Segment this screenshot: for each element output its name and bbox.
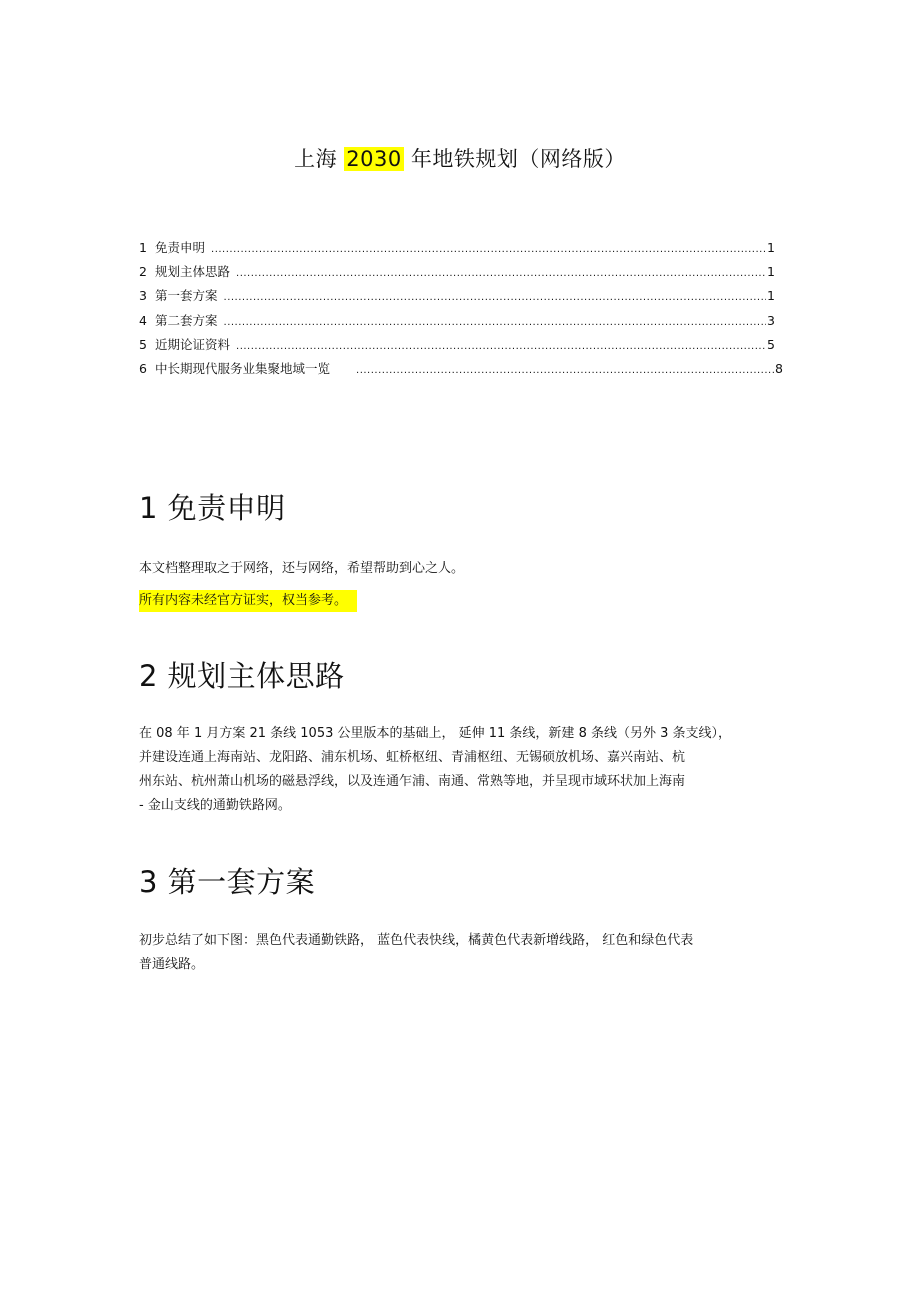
toc-entry[interactable] [139, 333, 775, 357]
toc-title: 第二套方案 [155, 312, 218, 328]
document-title [0, 143, 920, 173]
section-heading-disclaimer: 1 免责申明 [139, 491, 286, 525]
toc-dot-leader [224, 311, 767, 335]
toc-title: 中长期现代服务业集聚地域一览 [155, 360, 331, 376]
toc-page-number: 5 [767, 336, 775, 352]
toc-number: 3 [139, 288, 147, 304]
toc-dot-leader [356, 359, 774, 383]
paragraph-line: 州东站、杭州萧山机场的磁悬浮线，以及连通乍浦、南通、常熟等地，并呈现市域环状加上海南 [139, 774, 686, 789]
toc-title: 免责申明 [155, 240, 206, 255]
section-heading-first-plan: 3 第一套方案 [139, 865, 316, 899]
table-of-contents [139, 236, 783, 381]
toc-entry[interactable] [139, 236, 775, 260]
disclaimer-body: 本文档整理取之于网络，还与网络，希望帮助到心之人。 [139, 561, 465, 576]
toc-page-number: 1 [767, 264, 775, 280]
title-highlight-year: 2030 [346, 147, 402, 171]
toc-entry[interactable] [139, 284, 775, 308]
paragraph-line: 并建设连通上海南站、龙阳路、浦东机场、虹桥枢纽、青浦枢纽、无锡硕放机场、嘉兴南站、杭 [139, 750, 686, 765]
toc-entry[interactable] [139, 309, 775, 333]
title-prefix: 上海 [294, 147, 345, 171]
title-suffix: 年地铁规划（网络版） [403, 147, 626, 171]
toc-entry[interactable] [139, 260, 775, 284]
toc-number: 6 [139, 360, 147, 376]
paragraph-line: 在 08 年 1 月方案 21 条线 1053 公里版本的基础上， 延伸 11 条线，新建 8 条线（另外 3 条支线）， [139, 726, 732, 741]
paragraph-line: 初步总结了如下图：黑色代表通勤铁路， 蓝色代表快线，橘黄色代表新增线路， 红色和绿色代表 [139, 933, 694, 948]
toc-number: 2 [139, 264, 147, 280]
section-heading-planning: 2 规划主体思路 [139, 659, 345, 693]
toc-page-number: 1 [767, 240, 775, 255]
toc-title: 规划主体思路 [155, 264, 231, 280]
toc-page-number: 8 [775, 360, 783, 376]
paragraph-line: - 金山支线的通勤铁路网。 [139, 798, 291, 813]
toc-title: 近期论证资料 [155, 336, 231, 352]
toc-number: 5 [139, 336, 147, 352]
toc-page-number: 1 [767, 288, 775, 304]
toc-dot-leader [236, 262, 766, 286]
toc-dot-leader [236, 335, 766, 359]
toc-title: 第一套方案 [155, 288, 218, 304]
toc-dot-leader [211, 238, 766, 262]
first-plan-paragraph [139, 929, 789, 977]
disclaimer-highlight-note: 所有内容未经官方证实，权当参考。 [139, 590, 357, 612]
toc-number: 4 [139, 312, 147, 328]
planning-paragraph [139, 722, 789, 818]
paragraph-line: 普通线路。 [139, 957, 205, 972]
toc-number: 1 [139, 240, 147, 255]
toc-entry[interactable] [139, 357, 783, 381]
toc-dot-leader [224, 286, 767, 310]
toc-page-number: 3 [767, 312, 775, 328]
